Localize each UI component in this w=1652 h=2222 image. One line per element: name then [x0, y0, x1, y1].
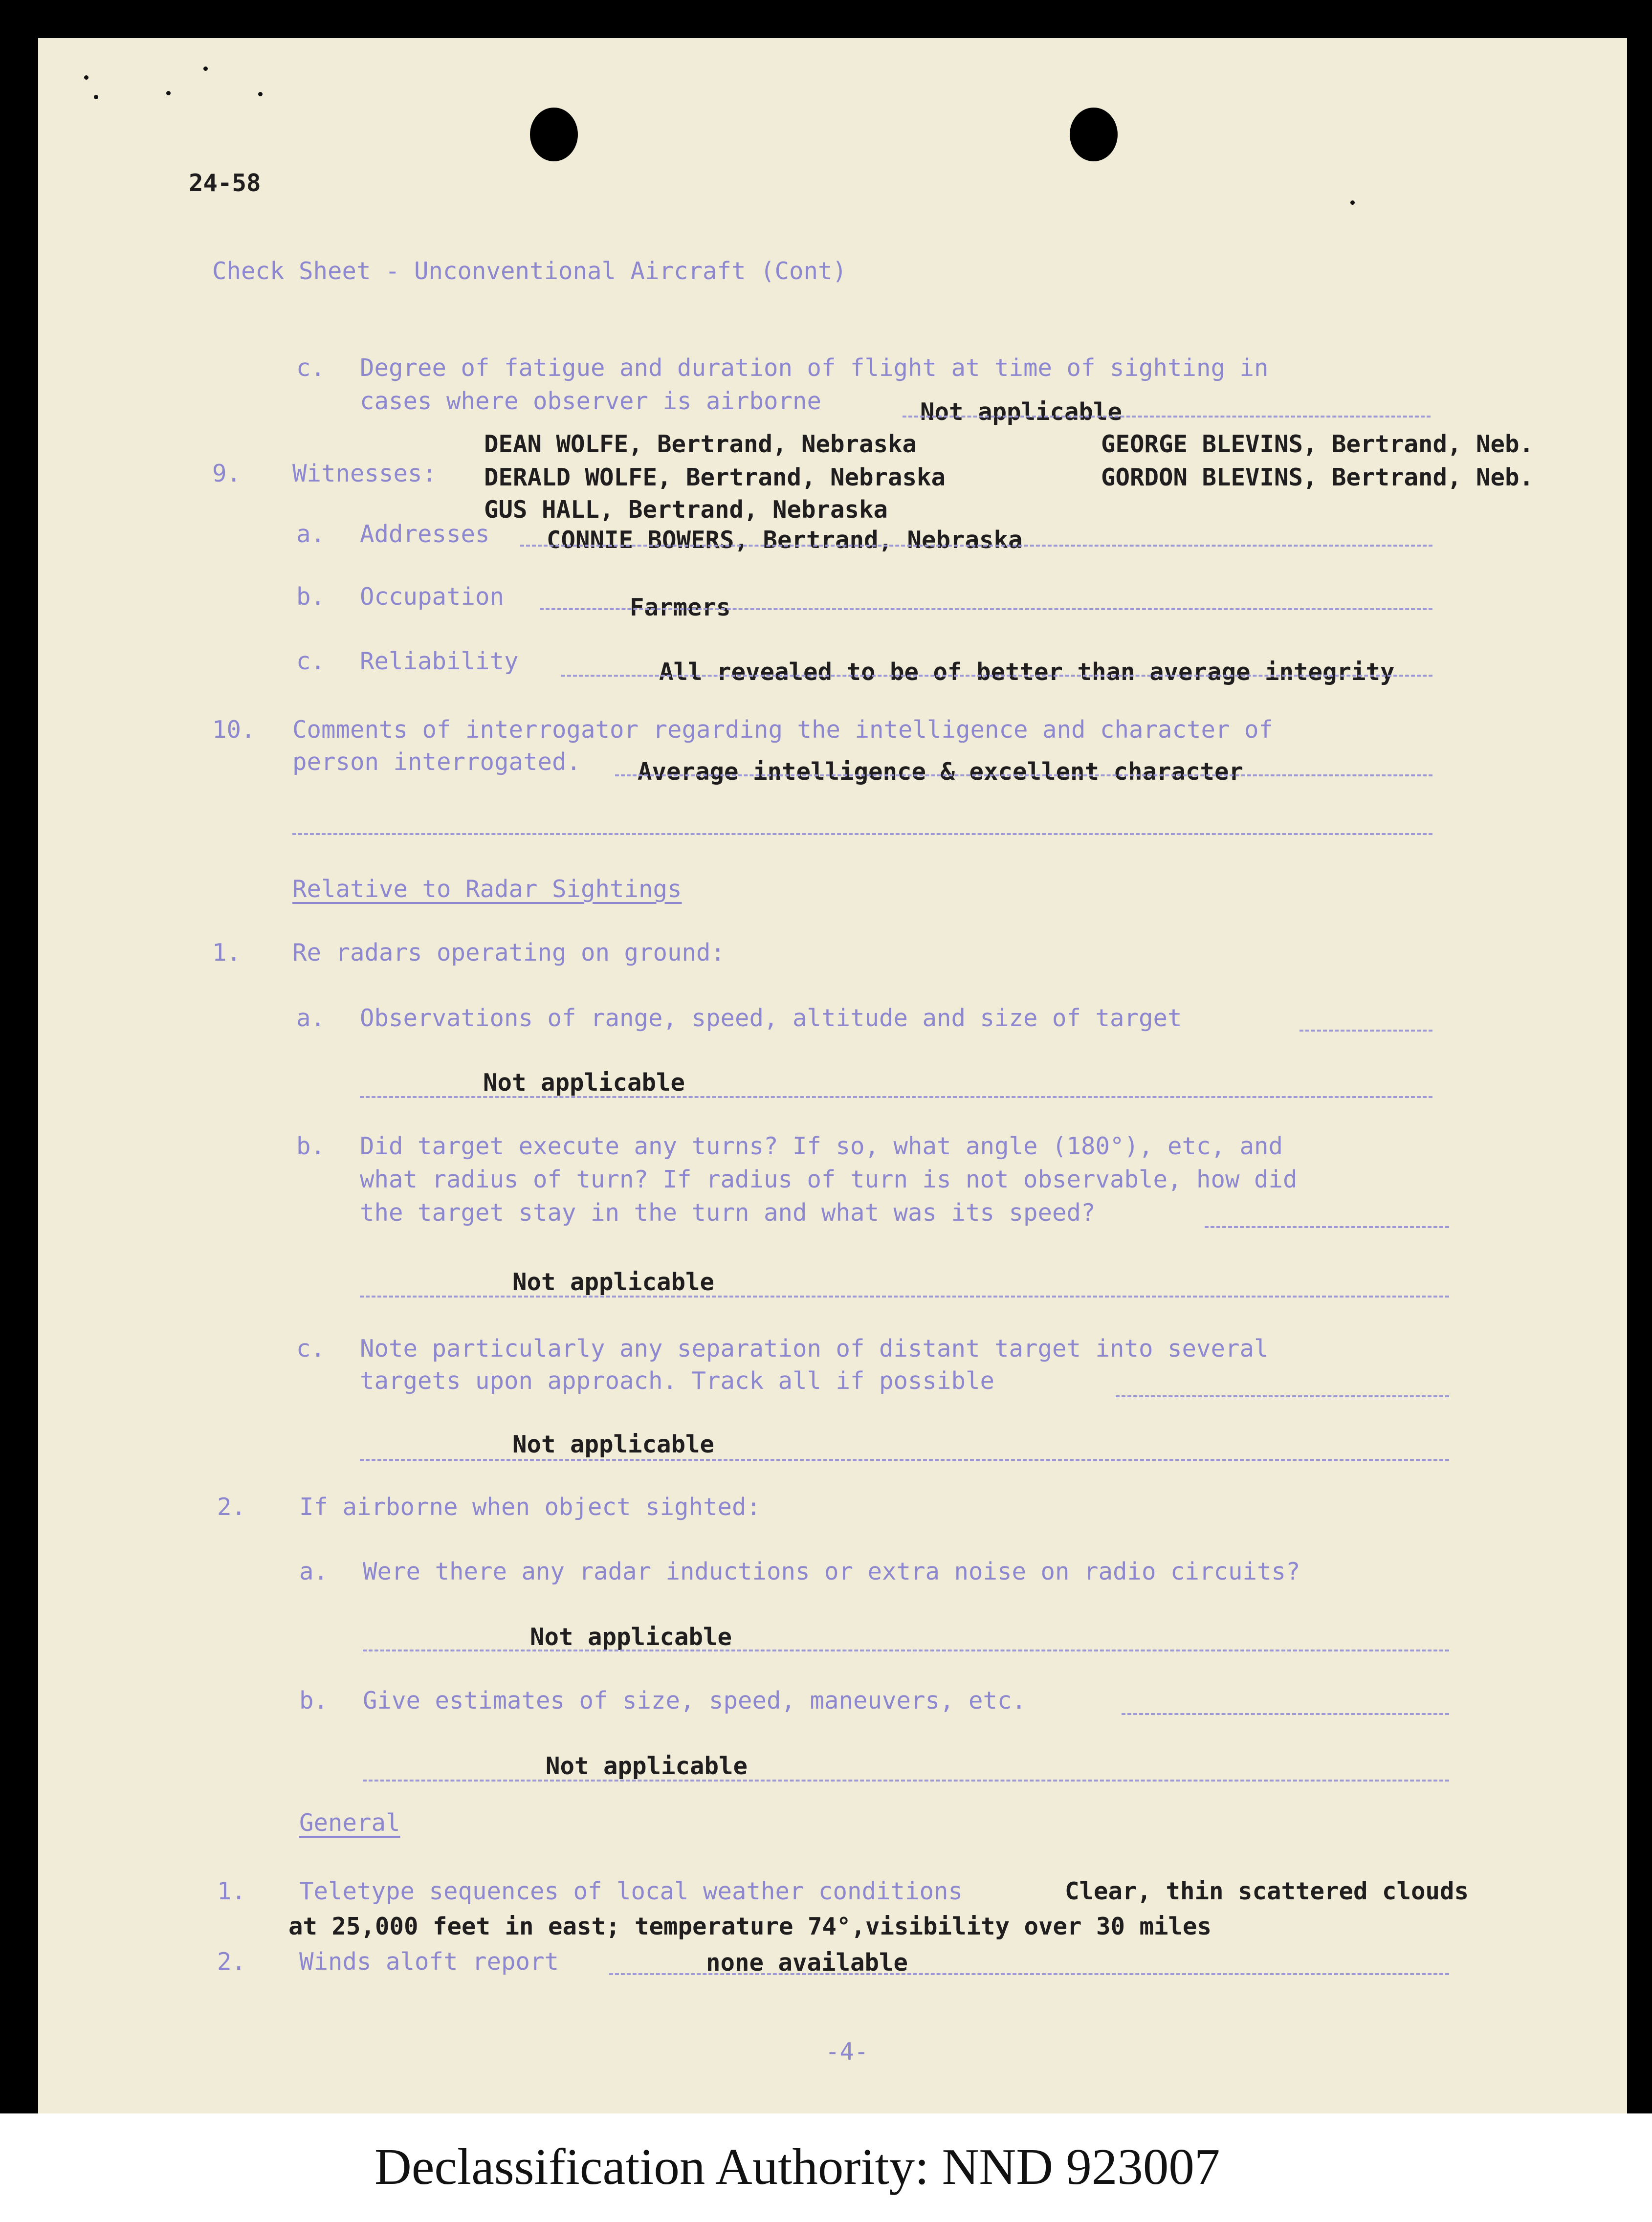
- comments-question-line2: person interrogated.: [292, 748, 581, 776]
- ground-c-question-line2: targets upon approach. Track all if possible: [360, 1367, 995, 1395]
- comments-question-line1: Comments of interrogator regarding the intelligence and character of: [292, 716, 1274, 744]
- item-number: 10.: [212, 716, 256, 744]
- answer-line: [363, 1650, 1449, 1651]
- ink-speck: [84, 75, 88, 80]
- ground-b-answer: Not applicable: [512, 1268, 715, 1296]
- ground-c-question-line1: Note particularly any separation of distant target into several: [360, 1335, 1269, 1363]
- ground-c-answer: Not applicable: [512, 1430, 715, 1458]
- answer-line: [609, 1973, 1449, 1975]
- ink-speck: [166, 91, 171, 95]
- airborne-label: If airborne when object sighted:: [299, 1493, 761, 1521]
- winds-label: Winds aloft report: [299, 1948, 559, 1976]
- witness-name: GUS HALL, Bertrand, Nebraska: [484, 496, 888, 524]
- answer-line: [1116, 1395, 1449, 1397]
- occupation-label: Occupation: [360, 583, 505, 611]
- answer-line: [360, 1296, 1449, 1298]
- fatigue-question-line2: cases where observer is airborne: [360, 387, 822, 415]
- radar-heading: Relative to Radar Sightings: [292, 875, 682, 903]
- punch-hole: [1070, 108, 1118, 161]
- ground-a-answer: Not applicable: [483, 1069, 685, 1097]
- answer-line: [360, 1459, 1449, 1461]
- item-marker: a.: [299, 1558, 329, 1585]
- witness-name: DEAN WOLFE, Bertrand, Nebraska: [484, 430, 917, 458]
- item-number: 9.: [212, 460, 242, 487]
- answer-line: [1122, 1713, 1449, 1715]
- punch-hole: [530, 108, 578, 161]
- item-marker: c.: [296, 647, 326, 675]
- item-number: 1.: [217, 1877, 246, 1905]
- item-marker: a.: [296, 520, 326, 548]
- item-number: 1.: [212, 939, 242, 967]
- answer-line: [363, 1780, 1449, 1782]
- ground-b-question-line2: what radius of turn? If radius of turn is not observable, how did: [360, 1166, 1298, 1193]
- item-marker: c.: [296, 1335, 326, 1363]
- item-marker: b.: [296, 1132, 326, 1160]
- answer-line: [520, 545, 1432, 547]
- addresses-label: Addresses: [360, 520, 490, 548]
- witness-name: GORDON BLEVINS, Bertrand, Neb.: [1101, 463, 1534, 491]
- declassification-footer: [0, 2113, 1652, 2222]
- airborne-b-question: Give estimates of size, speed, maneuvers, etc.: [363, 1687, 1027, 1715]
- ground-b-question-line1: Did target execute any turns? If so, what angle (180°), etc, and: [360, 1132, 1283, 1160]
- ground-radar-label: Re radars operating on ground:: [292, 939, 726, 967]
- ink-speck: [203, 66, 208, 71]
- occupation-answer: Farmers: [630, 594, 731, 621]
- answer-line: [1300, 1030, 1432, 1032]
- airborne-a-answer: Not applicable: [530, 1623, 732, 1651]
- addresses-answer: CONNIE BOWERS, Bertrand, Nebraska: [547, 526, 1023, 554]
- fatigue-question-line1: Degree of fatigue and duration of flight at time of sighting in: [360, 354, 1269, 382]
- winds-answer: none available: [706, 1949, 908, 1977]
- witness-name: GEORGE BLEVINS, Bertrand, Neb.: [1101, 430, 1534, 458]
- item-marker: a.: [296, 1004, 326, 1032]
- answer-line: [903, 416, 1431, 418]
- item-marker: b.: [299, 1687, 329, 1715]
- ink-speck: [94, 95, 98, 99]
- item-marker: c.: [296, 354, 326, 382]
- weather-label: Teletype sequences of local weather conditions: [299, 1877, 963, 1905]
- ink-speck: [1350, 200, 1355, 205]
- witness-name: DERALD WOLFE, Bertrand, Nebraska: [484, 463, 946, 491]
- item-number: 2.: [217, 1948, 246, 1976]
- comments-answer: Average intelligence & excellent character: [638, 758, 1244, 786]
- reliability-label: Reliability: [360, 647, 519, 675]
- witnesses-label: Witnesses:: [292, 460, 437, 487]
- reliability-answer: All revealed to be of better than average integrity: [659, 658, 1395, 686]
- form-title: Check Sheet - Unconventional Aircraft (Cont): [212, 257, 847, 285]
- answer-line: [1205, 1226, 1449, 1228]
- answer-line: [360, 1096, 1432, 1098]
- item-number: 2.: [217, 1493, 246, 1521]
- answer-line: [561, 675, 1432, 677]
- ink-speck: [258, 92, 263, 96]
- page-reference: 24-58: [189, 169, 261, 197]
- answer-line: [540, 608, 1432, 610]
- airborne-a-question: Were there any radar inductions or extra noise on radio circuits?: [363, 1558, 1300, 1585]
- document-page: [38, 38, 1627, 2113]
- ground-b-question-line3: the target stay in the turn and what was its speed?: [360, 1199, 1096, 1227]
- general-heading: General: [299, 1809, 400, 1837]
- weather-answer-line2: at 25,000 feet in east; temperature 74°,visibility over 30 miles: [288, 1913, 1212, 1940]
- airborne-b-answer: Not applicable: [546, 1752, 748, 1780]
- ground-a-question: Observations of range, speed, altitude and size of target: [360, 1004, 1182, 1032]
- answer-line: [292, 833, 1432, 835]
- weather-answer-line1: Clear, thin scattered clouds: [1065, 1877, 1469, 1905]
- answer-line: [615, 774, 1432, 776]
- fatigue-answer: Not applicable: [920, 398, 1123, 426]
- page-number: -4-: [825, 2038, 869, 2066]
- item-marker: b.: [296, 583, 326, 611]
- declassification-authority: Declassification Authority: NND 923007: [374, 2138, 1220, 2195]
